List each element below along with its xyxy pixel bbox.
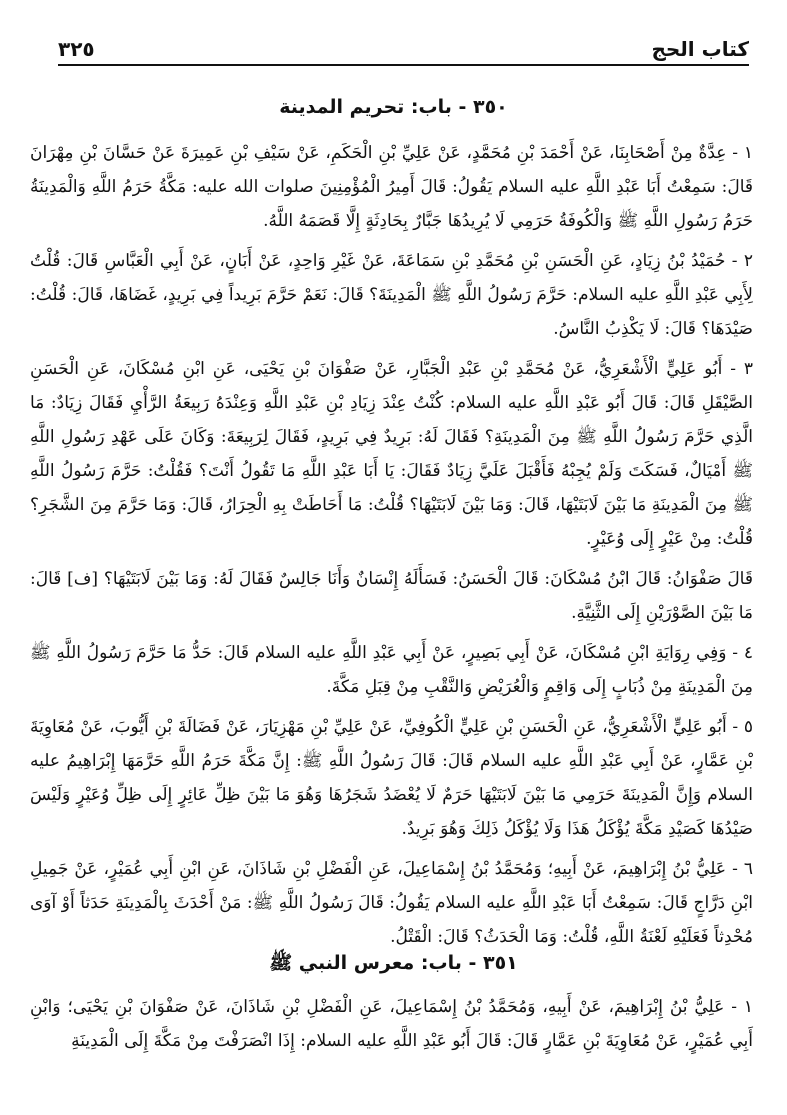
hadith-paragraph: قَالَ صَفْوَانُ: قَالَ ابْنُ مُسْكَانَ: قَالَ الْحَسَنُ: فَسَأَلَهُ إِنْسَانٌ وَأَنَا جَالِسٌ فَقَالَ لَهُ: وَمَا بَيْنَ لَابَتَيْهَا؟ [ف] قَالَ: مَا بَيْنَ الصَّوْرَيْنِ إِلَى الثَّنِيَّةِ. — [30, 569, 753, 623]
header-rule — [58, 64, 749, 66]
chapter-body — [30, 990, 753, 1064]
hadith-paragraph: ٥ - أَبُو عَلِيٍّ الْأَشْعَرِيُّ، عَنِ الْحَسَنِ بْنِ عَلِيٍّ الْكُوفِيِّ، عَنْ عَلِيِّ بْنِ مَهْزِيَارَ، عَنْ فَضَالَةَ بْنِ أَيُّوبَ، عَنْ مُعَاوِيَةَ بْنِ عَمَّارٍ، عَنْ أَبِي عَبْدِ اللَّهِ عليه السلام قَالَ: قَالَ رَسُولُ اللَّهِ ﷺ: إِنَّ مَكَّةَ حَرَمُ اللَّهِ حَرَّمَهَا إِبْرَاهِيمُ عليه السلام وَإِنَّ الْمَدِينَةَ حَرَمِي مَا بَيْنَ لَابَتَيْهَا حَرَمٌ لَا يُعْضَدُ شَجَرُهَا وَهُوَ مَا بَيْنَ ظِلِّ عَائِرٍ إِلَى ظِلِّ وُعَيْرٍ وَلَيْسَ صَيْدُهَا كَصَيْدِ مَكَّةَ يُؤْكَلُ هَذَا وَلَا يُؤْكَلُ ذَلِكَ وَهُوَ بَرِيدٌ. — [30, 717, 753, 839]
book-title: كتاب الحج — [651, 37, 749, 61]
running-header — [58, 34, 749, 64]
hadith-paragraph: ٤ - وَفِي رِوَايَةِ ابْنِ مُسْكَانَ، عَنْ أَبِي بَصِيرٍ، عَنْ أَبِي عَبْدِ اللَّهِ عليه السلام قَالَ: حَدُّ مَا حَرَّمَ رَسُولُ اللَّهِ ﷺ مِنَ الْمَدِينَةِ مِنْ ذُبَابٍ إِلَى وَاقِمٍ وَالْعُرَيْضِ وَالنَّقْبِ مِنْ قِبَلِ مَكَّةَ. — [30, 643, 753, 697]
chapter-body — [30, 136, 753, 960]
hadith-paragraph: ٦ - عَلِيُّ بْنُ إِبْرَاهِيمَ، عَنْ أَبِيهِ؛ وَمُحَمَّدُ بْنُ إِسْمَاعِيلَ، عَنِ الْفَضْلِ بْنِ شَاذَانَ، عَنِ ابْنِ أَبِي عُمَيْرٍ، عَنْ جَمِيلِ ابْنِ دَرَّاجٍ قَالَ: سَمِعْتُ أَبَا عَبْدِ اللَّهِ عليه السلام يَقُولُ: قَالَ رَسُولُ اللَّهِ ﷺ: مَنْ أَحْدَثَ بِالْمَدِينَةِ حَدَثاً أَوْ آوَى مُحْدِثاً فَعَلَيْهِ لَعْنَةُ اللَّهِ، قُلْتُ: وَمَا الْحَدَثُ؟ قَالَ: الْقَتْلُ. — [30, 859, 753, 947]
hadith-paragraph: ٣ - أَبُو عَلِيٍّ الْأَشْعَرِيُّ، عَنْ مُحَمَّدِ بْنِ عَبْدِ الْجَبَّارِ، عَنْ صَفْوَانَ بْنِ يَحْيَى، عَنِ ابْنِ مُسْكَانَ، عَنِ الْحَسَنِ الصَّيْقَلِ قَالَ: قَالَ أَبُو عَبْدِ اللَّهِ عليه السلام: كُنْتُ عِنْدَ زِيَادِ بْنِ عَبْدِ اللَّهِ وَعِنْدَهُ رَبِيعَةُ الرَّأْيِ فَقَالَ زِيَادٌ: مَا الَّذِي حَرَّمَ رَسُولُ اللَّهِ ﷺ مِنَ الْمَدِينَةِ؟ فَقَالَ لَهُ: بَرِيدٌ فِي بَرِيدٍ، فَقَالَ لِرَبِيعَةَ: وَكَانَ عَلَى عَهْدِ رَسُولِ اللَّهِ ﷺ أَمْيَالٌ، فَسَكَتَ وَلَمْ يُجِبْهُ فَأَقْبَلَ عَلَيَّ زِيَادٌ فَقَالَ: يَا أَبَا عَبْدِ اللَّهِ مَا تَقُولُ أَنْتَ؟ فَقُلْتُ: حَرَّمَ رَسُولُ اللَّهِ ﷺ مِنَ الْمَدِينَةِ مَا بَيْنَ لَابَتَيْهَا، قَالَ: وَمَا بَيْنَ لَابَتَيْهَا؟ قُلْتُ: مَا أَحَاطَتْ بِهِ الْحِرَارُ، قَالَ: وَمَا حَرَّمَ مِنَ الشَّجَرِ؟ قُلْتُ: مِنْ عَيْرٍ إِلَى وُعَيْرٍ. — [30, 359, 753, 549]
hadith-paragraph: ٢ - حُمَيْدُ بْنُ زِيَادٍ، عَنِ الْحَسَنِ بْنِ مُحَمَّدِ بْنِ سَمَاعَةَ، عَنْ غَيْرِ وَاحِدٍ، عَنْ أَبَانٍ، عَنْ أَبِي الْعَبَّاسِ قَالَ: قُلْتُ لِأَبِي عَبْدِ اللَّهِ عليه السلام: حَرَّمَ رَسُولُ اللَّهِ ﷺ الْمَدِينَةَ؟ قَالَ: نَعَمْ حَرَّمَ بَرِيداً فِي بَرِيدٍ، غَضَاهَا، قَالَ: قُلْتُ: صَيْدَهَا؟ قَالَ: لَا يَكْذِبُ النَّاسُ. — [30, 251, 753, 339]
hadith-paragraph: ١ - عِدَّةٌ مِنْ أَصْحَابِنَا، عَنْ أَحْمَدَ بْنِ مُحَمَّدٍ، عَنْ عَلِيِّ بْنِ الْحَكَمِ، عَنْ سَيْفِ بْنِ عَمِيرَةَ عَنْ حَسَّانَ بْنِ مِهْرَانَ قَالَ: سَمِعْتُ أَبَا عَبْدِ اللَّهِ عليه السلام يَقُولُ: قَالَ أَمِيرُ الْمُؤْمِنِينَ صلوات الله عليه: مَكَّةُ حَرَمُ اللَّهِ وَالْمَدِينَةُ حَرَمُ رَسُولِ اللَّهِ ﷺ وَالْكُوفَةُ حَرَمِي لَا يُرِيدُهَا جَبَّارٌ بِحَادِثَةٍ إِلَّا قَصَمَهُ اللَّهُ. — [30, 143, 753, 231]
chapter-heading: ٣٥١ - باب: معرس النبي ﷺ — [269, 952, 518, 974]
hadith-paragraph: ١ - عَلِيُّ بْنُ إِبْرَاهِيمَ، عَنْ أَبِيهِ، وَمُحَمَّدُ بْنُ إِسْمَاعِيلَ، عَنِ الْفَضْلِ بْنِ شَاذَانَ، عَنْ صَفْوَانَ بْنِ يَحْيَى؛ وَابْنِ أَبِي عُمَيْرٍ، عَنْ مُعَاوِيَةَ بْنِ عَمَّارٍ قَالَ: قَالَ أَبُو عَبْدِ اللَّهِ عليه السلام: إِذَا انْصَرَفْتَ مِنْ مَكَّةَ إِلَى الْمَدِينَةِ — [30, 997, 753, 1051]
chapter-heading: ٣٥٠ - باب: تحريم المدينة — [279, 96, 508, 118]
page-number: ٣٢٥ — [58, 37, 95, 61]
